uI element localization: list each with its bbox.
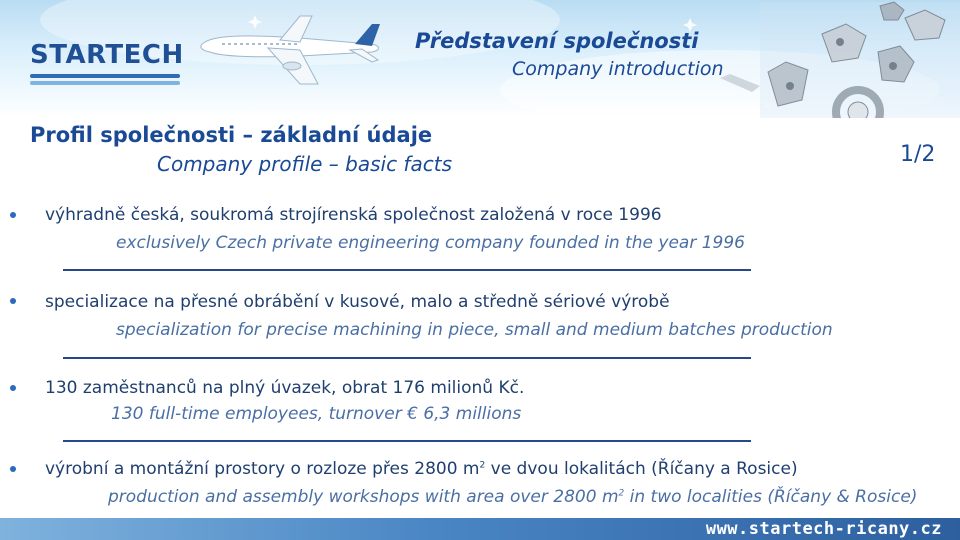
logo-stripe — [30, 74, 180, 78]
divider — [63, 269, 751, 271]
website-url: www.startech-ricany.cz — [705, 519, 942, 539]
profile-title-en: Company profile – basic facts — [157, 152, 452, 176]
logo-text: STARTECH — [30, 40, 184, 70]
superscript: 2 — [479, 460, 486, 471]
fact-en-text: production and assembly workshops with area over 2800 m — [108, 487, 619, 507]
fact-en: specialization for precise machining in piece, small and medium batches production — [116, 320, 833, 340]
bullet-icon — [10, 212, 16, 218]
fact-cz: 130 zaměstnanců na plný úvazek, obrat 176 milionů Kč. — [45, 378, 525, 398]
superscript: 2 — [618, 488, 625, 499]
divider — [63, 440, 751, 442]
header-title-cz: Představení společnosti — [415, 29, 699, 53]
fact-cz: výhradně česká, soukromá strojírenská společnost založená v roce 1996 — [45, 205, 662, 225]
profile-title-cz: Profil společnosti – základní údaje — [30, 123, 433, 147]
fact-cz-text: výrobní a montážní prostory o rozloze přes 2800 m — [45, 459, 480, 479]
fact-en-text-rest: in two localities (Říčany & Rosice) — [624, 487, 918, 507]
divider — [63, 357, 751, 359]
fact-cz — [45, 459, 798, 479]
fact-cz-text-rest: ve dvou lokalitách (Říčany a Rosice) — [485, 459, 798, 479]
header-title-en: Company introduction — [512, 58, 724, 80]
startech-logo — [30, 40, 184, 92]
header-banner — [0, 0, 960, 118]
bullet-icon — [10, 385, 16, 391]
bullet-icon — [10, 466, 16, 472]
page-number: 1/2 — [900, 142, 936, 167]
bullet-icon — [10, 298, 16, 304]
logo-stripe — [30, 81, 180, 85]
footer-bar — [0, 518, 960, 540]
fact-en — [108, 487, 917, 507]
fact-en: exclusively Czech private engineering company founded in the year 1996 — [116, 233, 745, 253]
fact-en: 130 full-time employees, turnover € 6,3 millions — [111, 404, 522, 424]
fact-cz: specializace na přesné obrábění v kusové, malo a středně sériové výrobě — [45, 292, 670, 312]
